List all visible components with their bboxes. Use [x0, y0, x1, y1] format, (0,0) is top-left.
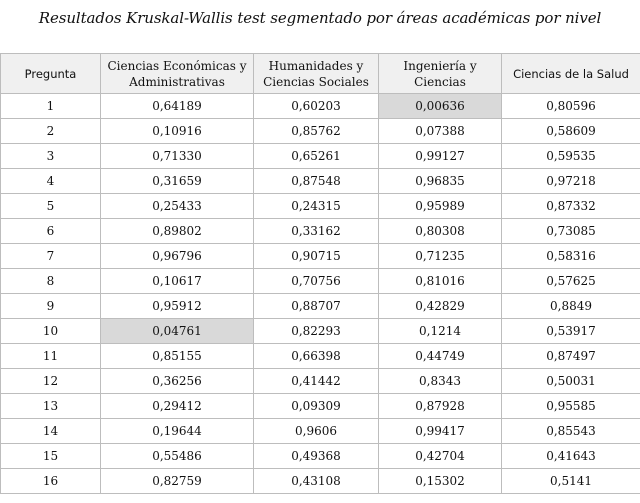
table-row: [1, 94, 640, 119]
table-row: [1, 294, 640, 319]
question-number-cell: 9: [1, 294, 101, 319]
p-value-cell: 0,10617: [101, 269, 254, 294]
p-value-cell: 0,96796: [101, 244, 254, 269]
table-row: [1, 169, 640, 194]
p-value-cell: 0,04761: [101, 319, 254, 344]
question-number-cell: 14: [1, 419, 101, 444]
p-value-cell: 0,55486: [101, 444, 254, 469]
p-value-cell: 0,64189: [101, 94, 254, 119]
p-value-cell: 0,99417: [379, 419, 502, 444]
p-value-cell: 0,96835: [379, 169, 502, 194]
p-value-cell: 0,71330: [101, 144, 254, 169]
table-row: [1, 244, 640, 269]
p-value-cell: 0,58316: [502, 244, 640, 269]
p-value-cell: 0,19644: [101, 419, 254, 444]
p-value-cell: 0,43108: [254, 469, 379, 494]
table-row: [1, 269, 640, 294]
table-title: Resultados Kruskal-Wallis test segmentado por áreas académicas por nivel: [38, 9, 602, 27]
header-pregunta: Pregunta: [1, 54, 101, 94]
p-value-cell: 0,95912: [101, 294, 254, 319]
p-value-cell: 0,8343: [379, 369, 502, 394]
p-value-cell: 0,5141: [502, 469, 640, 494]
table-row: [1, 119, 640, 144]
p-value-cell: 0,80596: [502, 94, 640, 119]
p-value-cell: 0,89802: [101, 219, 254, 244]
question-number-cell: 16: [1, 469, 101, 494]
table-row: [1, 194, 640, 219]
p-value-cell: 0,8849: [502, 294, 640, 319]
p-value-cell: 0,87497: [502, 344, 640, 369]
p-value-cell: 0,97218: [502, 169, 640, 194]
p-value-cell: 0,33162: [254, 219, 379, 244]
p-value-cell: 0,90715: [254, 244, 379, 269]
p-value-cell: 0,24315: [254, 194, 379, 219]
p-value-cell: 0,42704: [379, 444, 502, 469]
p-value-cell: 0,10916: [101, 119, 254, 144]
p-value-cell: 0,53917: [502, 319, 640, 344]
p-value-cell: 0,80308: [379, 219, 502, 244]
p-value-cell: 0,95989: [379, 194, 502, 219]
table-row: [1, 394, 640, 419]
p-value-cell: 0,66398: [254, 344, 379, 369]
question-number-cell: 6: [1, 219, 101, 244]
p-value-cell: 0,49368: [254, 444, 379, 469]
p-value-cell: 0,71235: [379, 244, 502, 269]
header-humanidades: Humanidades y Ciencias Sociales: [254, 54, 379, 94]
table-header: [1, 54, 640, 94]
table-row: [1, 219, 640, 244]
header-ciencias-salud: Ciencias de la Salud: [502, 54, 640, 94]
p-value-cell: 0,50031: [502, 369, 640, 394]
p-value-cell: 0,99127: [379, 144, 502, 169]
p-value-cell: 0,44749: [379, 344, 502, 369]
p-value-cell: 0,82293: [254, 319, 379, 344]
table-row: [1, 469, 640, 494]
p-value-cell: 0,57625: [502, 269, 640, 294]
question-number-cell: 12: [1, 369, 101, 394]
p-value-cell: 0,1214: [379, 319, 502, 344]
p-value-cell: 0,88707: [254, 294, 379, 319]
p-value-cell: 0,65261: [254, 144, 379, 169]
p-value-cell: 0,42829: [379, 294, 502, 319]
question-number-cell: 2: [1, 119, 101, 144]
p-value-cell: 0,73085: [502, 219, 640, 244]
table-row: [1, 369, 640, 394]
question-number-cell: 4: [1, 169, 101, 194]
question-number-cell: 13: [1, 394, 101, 419]
p-value-cell: 0,87928: [379, 394, 502, 419]
p-value-cell: 0,85155: [101, 344, 254, 369]
header-ingenieria: Ingeniería y Ciencias: [379, 54, 502, 94]
p-value-cell: 0,00636: [379, 94, 502, 119]
question-number-cell: 15: [1, 444, 101, 469]
table-row: [1, 419, 640, 444]
p-value-cell: 0,70756: [254, 269, 379, 294]
header-ciencias-economicas: Ciencias Económicas y Administrativas: [101, 54, 254, 94]
table-body: [1, 94, 640, 494]
question-number-cell: 7: [1, 244, 101, 269]
p-value-cell: 0,9606: [254, 419, 379, 444]
p-value-cell: 0,29412: [101, 394, 254, 419]
table-row: [1, 344, 640, 369]
p-value-cell: 0,25433: [101, 194, 254, 219]
p-value-cell: 0,85762: [254, 119, 379, 144]
p-value-cell: 0,59535: [502, 144, 640, 169]
kruskal-wallis-table: [0, 53, 640, 494]
p-value-cell: 0,95585: [502, 394, 640, 419]
question-number-cell: 11: [1, 344, 101, 369]
p-value-cell: 0,07388: [379, 119, 502, 144]
question-number-cell: 10: [1, 319, 101, 344]
table-row: [1, 444, 640, 469]
p-value-cell: 0,15302: [379, 469, 502, 494]
p-value-cell: 0,87332: [502, 194, 640, 219]
question-number-cell: 5: [1, 194, 101, 219]
table-row: [1, 144, 640, 169]
p-value-cell: 0,85543: [502, 419, 640, 444]
p-value-cell: 0,81016: [379, 269, 502, 294]
question-number-cell: 1: [1, 94, 101, 119]
p-value-cell: 0,41442: [254, 369, 379, 394]
p-value-cell: 0,31659: [101, 169, 254, 194]
p-value-cell: 0,60203: [254, 94, 379, 119]
question-number-cell: 3: [1, 144, 101, 169]
p-value-cell: 0,82759: [101, 469, 254, 494]
table-row: [1, 319, 640, 344]
question-number-cell: 8: [1, 269, 101, 294]
p-value-cell: 0,58609: [502, 119, 640, 144]
header-row: [1, 54, 640, 94]
p-value-cell: 0,09309: [254, 394, 379, 419]
p-value-cell: 0,36256: [101, 369, 254, 394]
p-value-cell: 0,87548: [254, 169, 379, 194]
p-value-cell: 0,41643: [502, 444, 640, 469]
